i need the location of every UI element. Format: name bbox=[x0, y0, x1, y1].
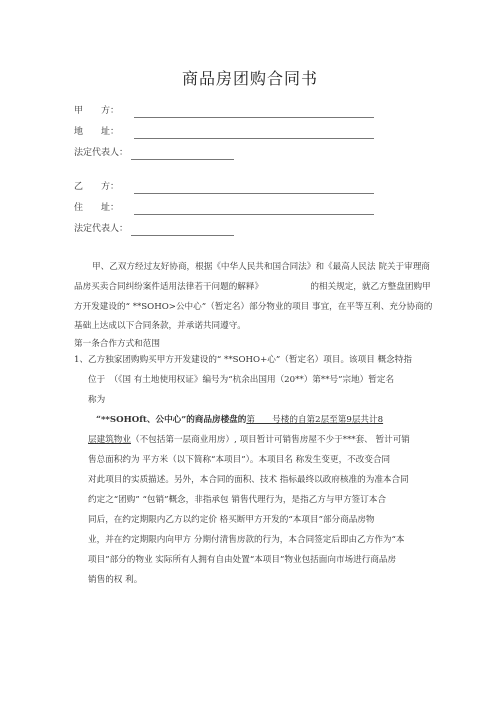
party-a-address-label: 地 址： bbox=[74, 127, 120, 137]
party-a-rep-label: 法定代表人： bbox=[74, 148, 129, 158]
clause-1-line-1: 乙方独家团购购买甲方开发建设的“ **SOHO+心”（暂定名）项目。该项目 概念特指 bbox=[88, 355, 412, 365]
clause-1-line-10: 业，并在约定期限内向甲方 分期付清售房款的行为，本合同签定后即由乙方作为“本 bbox=[88, 535, 405, 545]
party-b-name-row bbox=[74, 180, 119, 194]
party-a-address-row bbox=[74, 125, 119, 139]
party-a-rep-field[interactable] bbox=[131, 149, 234, 160]
party-b-address-field[interactable] bbox=[134, 204, 374, 215]
clause-1-line-7: 对此项目的实质描述。另外，本合同的面积、技术 指标最终以政府核准的为准本合同 bbox=[88, 475, 409, 485]
clause-1-line-4-underlined: 第 号楼的自第2层至第9层共计8 bbox=[246, 415, 384, 425]
clause-1-line-4-prefix: “**SOHOft、公中心”的商品房楼盘的 bbox=[96, 415, 247, 425]
party-a-name-row bbox=[74, 104, 119, 118]
clause-1-line-5-underlined: 层建筑物业 bbox=[88, 435, 131, 445]
clause-1-line-8: 约定之“团购” “包销”概念，非指承包 销售代理行为，是指乙方与甲方签订本合 bbox=[88, 495, 387, 505]
party-b-address-label: 住 址： bbox=[74, 203, 120, 213]
clause-1-number: 1、 bbox=[74, 355, 89, 365]
clause-1-line-6: 售总面积约为 平方米（以下简称“本项目”）。本项目名 称发生变更，不改变合同 bbox=[88, 455, 391, 465]
clause-1-line-3: 称为 bbox=[88, 395, 106, 405]
party-b-rep-field[interactable] bbox=[131, 225, 234, 236]
clause-1-line-11: 项目”部分的物业 实际所有人拥有自由处置“本项目”物业包括面向市场进行商品房 bbox=[88, 555, 397, 565]
clause-1-line-4 bbox=[96, 411, 446, 431]
clause-1-line-2: 位于 （《国 有土地使用权证》编号为“杭余出国用（20**）第**号”宗地）暂定名 bbox=[88, 375, 395, 385]
clause-1-line-5 bbox=[88, 431, 438, 451]
section-1-title: 第一条合作方式和范围 bbox=[74, 339, 160, 349]
party-a-name-label: 甲 方： bbox=[74, 106, 120, 116]
party-b-rep-label: 法定代表人： bbox=[74, 224, 129, 234]
preamble-paragraph: 甲、乙双方经过友好协商，根据《中华人民共和国合同法》和《最高人民法 院关于审理商品房买卖合同纠纷案件适用法律若干问题的解释》 的相关规定，就乙方整盘团购甲方开发建设的“ **SOHO>公中心”（暂定名）部分物业的项目 事宜，在平等互利、充分协商的基础上达成以下合同条款，并承诺共同遵守。 bbox=[74, 262, 433, 332]
party-a-rep-row bbox=[74, 146, 128, 160]
party-b-rep-row bbox=[74, 222, 128, 236]
party-a-address-field[interactable] bbox=[134, 128, 374, 139]
clause-1-line-9: 同后，在约定期限内乙方以约定价 格买断甲方开发的“本项目”部分商品房物 bbox=[88, 515, 375, 525]
party-b-name-field[interactable] bbox=[134, 183, 374, 194]
party-b-address-row bbox=[74, 201, 119, 215]
party-a-name-field[interactable] bbox=[134, 107, 374, 118]
document-title: 商品房团购合同书 bbox=[181, 69, 318, 88]
clause-1-line-5-rest: （不包括第一层商业用房）, 项目暂计可销售房屋不少于***套、 暂计可销 bbox=[130, 435, 410, 445]
party-b-name-label: 乙 方： bbox=[74, 182, 120, 192]
clause-1-line-12: 销售的权 利。 bbox=[88, 575, 143, 585]
